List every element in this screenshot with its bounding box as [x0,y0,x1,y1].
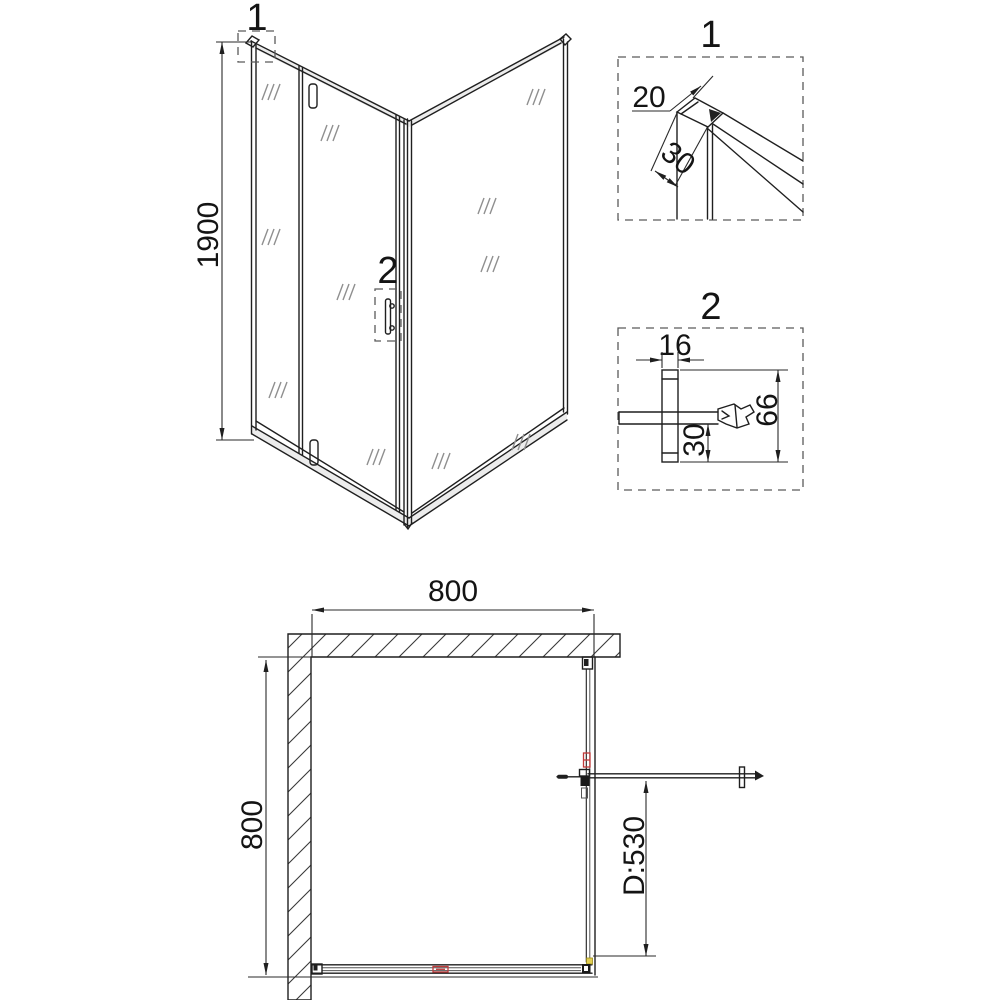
door-handle [386,299,395,334]
plan-view [236,575,764,1000]
iso-height-dimension: 1900 [192,201,225,269]
detail-2-dim-30: 30 [678,423,711,457]
detail-view-2 [618,286,803,490]
plan-open-door [557,767,764,798]
iso-view [192,0,571,529]
height-dimension [192,42,254,440]
plan-side-panel [583,657,596,975]
plan-door-dimension [593,781,656,956]
detail-1-dim-30: 30 [654,135,702,182]
side-panel-frame [409,34,571,526]
left-corner-fixing [314,966,318,971]
detail-2-dim-16-group [636,329,704,368]
detail-1-dim-30-group [651,113,707,187]
pivot-block [580,770,590,777]
detail-2-title: 2 [700,286,722,328]
detail-2-dim-30-group [678,423,711,462]
wall-bracket-fixing [584,659,589,666]
magnet-seal [718,404,754,428]
detail-2-dim-66: 66 [751,393,784,427]
plan-dim-door: D:530 [618,815,651,897]
plan-dim-width: 800 [427,575,479,608]
door-edge-cap [755,771,764,781]
callout-2 [375,250,401,341]
detail-1-dim-20: 20 [632,81,666,114]
detail-view-1 [618,14,803,220]
plan-dim-depth: 800 [236,799,269,851]
plan-front-panel [312,958,593,974]
iso-callout-1-label: 1 [246,0,268,39]
iso-callout-2-label: 2 [377,250,399,292]
top-hinge [309,84,317,108]
wall-hatch [288,634,620,1000]
detail-1-dim-20-group [632,76,713,114]
detail-2-dim-16: 16 [658,329,692,362]
left-panel-bottom-rail [252,426,409,526]
detail-1-title: 1 [700,14,722,56]
corner-seal-highlight [587,958,593,964]
callout-2-box [375,289,401,341]
corner-post [404,119,412,529]
right-corner-bracket [582,958,593,974]
